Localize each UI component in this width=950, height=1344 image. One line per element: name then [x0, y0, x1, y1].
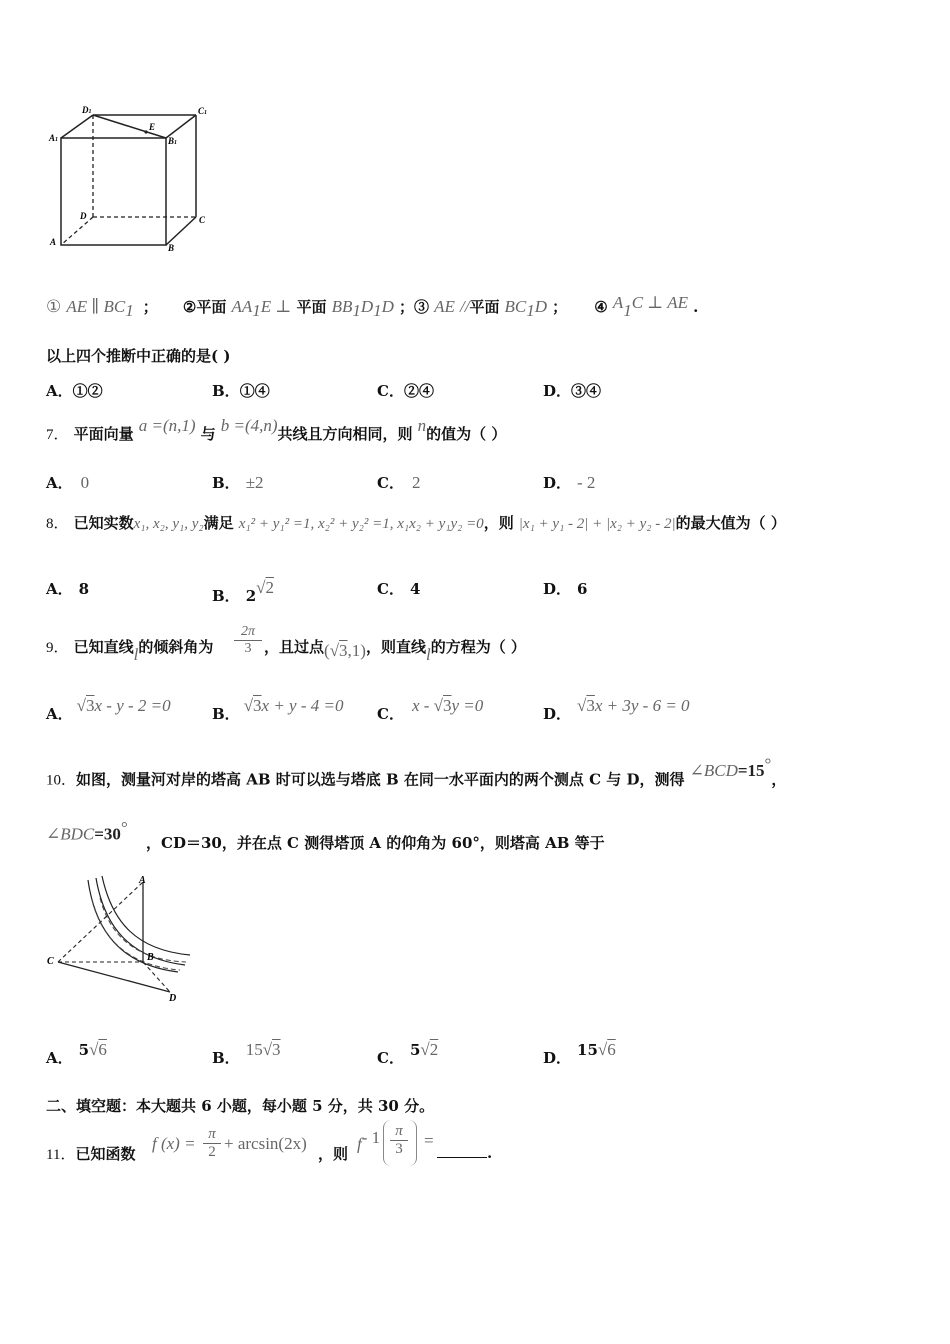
statement-3-math: D — [534, 297, 548, 316]
point: (√3,1) — [324, 641, 366, 660]
statement-4-sub: 1 — [623, 301, 632, 321]
q6-option-c — [377, 380, 434, 401]
statement-3-math: BC — [504, 297, 527, 316]
angle-name: ∠BCD — [689, 761, 738, 781]
q7-option-d — [543, 472, 595, 493]
option-value: x - √3y =0 — [411, 696, 484, 715]
question-number: 10． — [46, 772, 77, 789]
q8-option-d — [543, 578, 587, 599]
angle-value: =15 — [737, 761, 765, 781]
tower-figure — [40, 870, 190, 1005]
option-value: 8 — [78, 580, 90, 598]
question-text: ，则 — [483, 514, 514, 532]
option-value: 2 — [245, 587, 257, 605]
point-part: ( — [324, 641, 330, 660]
q9-stem-rest — [264, 636, 526, 665]
question-text: ， — [771, 770, 787, 789]
fraction-denominator: 3 — [395, 1141, 403, 1157]
q10-stem-3: ，CD＝30，并在点 C 测得塔顶 A 的仰角为 60°，则塔高 AB 等于 — [146, 834, 605, 852]
question-text: 平面向量 — [73, 425, 134, 443]
label-c: C — [199, 215, 206, 225]
question-text: 与 — [200, 425, 216, 443]
statement-4-mark: ④ — [594, 298, 608, 316]
statement-3-text: 平面 — [469, 298, 500, 316]
q10-option-b — [212, 1040, 281, 1068]
radicand: 3 — [253, 696, 262, 715]
q6-option-d — [543, 380, 601, 401]
vector-a: a =(n,1) — [138, 416, 196, 435]
q9-option-d — [543, 696, 690, 724]
option-value: √3x - y - 2 =0 — [76, 696, 171, 715]
q8-stem — [46, 512, 786, 533]
expression: |x₁ + y₁ - 2| + |x₂ + y₂ - 2| — [518, 516, 676, 532]
q11-stem — [46, 1143, 135, 1164]
q9-option-c — [377, 696, 483, 724]
statement-3-mark: ；③ — [399, 298, 430, 316]
option-value: 5 — [78, 1041, 90, 1059]
option-expr: x + 3y - 6 = 0 — [594, 696, 690, 715]
label-c1: C1 — [198, 106, 208, 116]
option-label: C． — [377, 1049, 404, 1067]
radicand: 2 — [429, 1040, 439, 1059]
question-text: 如图，测量河对岸的塔高 AB 时可以选与塔底 B 在同一水平面内的两个测点 C 与 D，测得 — [76, 770, 685, 789]
q9-stem — [46, 636, 213, 665]
option-label: B． — [212, 587, 240, 605]
label-d: D — [169, 993, 177, 1004]
option-label: B． — [212, 474, 240, 492]
line-l: l — [133, 645, 139, 664]
variables: x₁, x₂, y₁, y₂ — [133, 516, 204, 532]
label-a1: A1 — [49, 133, 59, 143]
question-text: 已知直线 — [73, 638, 134, 656]
sqrt-symbol: √3 — [262, 1040, 281, 1059]
statement-end: . — [693, 298, 699, 316]
radicand: 2 — [265, 578, 274, 597]
angle-bcd — [689, 755, 772, 781]
label-b: B — [147, 952, 154, 963]
statement-2-math: AA — [231, 297, 253, 316]
q7-option-b — [212, 472, 264, 493]
q10-stem-2 — [46, 818, 128, 844]
sqrt-symbol: √2 — [420, 1040, 439, 1059]
option-value: √3x + y - 4 =0 — [243, 696, 344, 715]
option-expr: x + y - 4 =0 — [261, 696, 344, 715]
edge-bc — [166, 217, 196, 245]
condition: x₁² + y₁² =1, x₂² + y₂² =1, x₁x₂ + y₁y₂ =0 — [238, 516, 484, 532]
statement-2-math: BB — [331, 297, 353, 316]
label-d1: D1 — [82, 105, 92, 115]
sqrt-symbol: √2 — [256, 578, 274, 597]
fraction-denominator: 2 — [208, 1144, 216, 1160]
point-part: ,1) — [347, 641, 366, 660]
option-value: 4 — [409, 580, 421, 598]
option-value: √3x + 3y - 6 = 0 — [577, 696, 690, 715]
statement-3-math: AE — [434, 297, 455, 316]
edge-da — [61, 217, 93, 245]
point-e — [144, 130, 147, 133]
edge-a1d1 — [61, 115, 93, 138]
front-face — [61, 138, 166, 245]
cube-figure — [40, 95, 230, 260]
degree-sign: ° — [764, 755, 772, 774]
option-label: D． — [543, 1049, 572, 1067]
label-c: C — [47, 956, 54, 967]
q8-option-b — [212, 578, 274, 606]
label-e: E — [149, 122, 156, 132]
statement-1-mark: ① — [46, 297, 62, 316]
label-b: B — [168, 243, 175, 253]
statement-2-math: D — [381, 297, 394, 316]
option-value: ①④ — [239, 382, 270, 400]
question-text: 共线且方向相同，则 — [277, 425, 413, 443]
option-label: A． — [46, 705, 73, 723]
q11-text: ，则 — [318, 1145, 349, 1163]
option-label: D． — [543, 705, 572, 723]
line-l: l — [425, 645, 431, 664]
q10-option-a — [46, 1040, 107, 1068]
radicand: 3 — [272, 1040, 281, 1059]
option-value: 15 — [577, 1041, 598, 1059]
option-label: C． — [377, 474, 404, 492]
question-text: 已知实数 — [73, 514, 134, 532]
q6-question: 以上四个推断中正确的是( ) — [46, 347, 231, 365]
option-expr: x - — [411, 696, 430, 715]
question-text: 已知函数 — [75, 1145, 136, 1163]
statement-sep: ； — [552, 298, 568, 316]
radicand: 3 — [586, 696, 595, 715]
option-value: ②④ — [403, 382, 434, 400]
question-text: 的值为（ ） — [426, 425, 507, 443]
option-label: B． — [212, 1049, 240, 1067]
q10-option-c — [377, 1040, 438, 1068]
variable-n: n — [417, 416, 427, 435]
radicand: 3 — [85, 696, 95, 715]
option-label: B． — [212, 705, 240, 723]
label-a: A — [139, 875, 146, 886]
option-label: C． — [377, 382, 404, 400]
angle-value: =30 — [94, 824, 121, 844]
q11-answer — [437, 1143, 492, 1162]
question-number: 8． — [46, 516, 69, 532]
sqrt-symbol: √6 — [597, 1040, 616, 1059]
option-label: D． — [543, 580, 572, 598]
label-b1: B1 — [168, 136, 178, 146]
q10-stem — [46, 755, 786, 789]
option-value: 6 — [577, 580, 588, 598]
statement-sep: ； — [142, 298, 158, 316]
option-label: D． — [543, 474, 572, 492]
label-d: D — [80, 211, 87, 221]
option-expr: y =0 — [451, 696, 484, 715]
radicand: 6 — [98, 1040, 107, 1059]
q9-fraction — [234, 624, 262, 657]
option-value: 2 — [411, 473, 421, 492]
edge-d1b1 — [93, 115, 166, 138]
statement-1-math: AE ∥ BC — [66, 297, 126, 316]
option-label: C． — [377, 705, 404, 723]
statement-4-math: C ⊥ AE — [631, 293, 688, 312]
edge-b1c1 — [166, 115, 196, 138]
option-value: - 2 — [577, 473, 596, 492]
q9-option-b — [212, 696, 343, 724]
statement-2-sub: 1 — [352, 301, 361, 321]
q6-option-b — [212, 380, 270, 401]
statement-3-sub: 1 — [526, 301, 535, 321]
q11-arg-fraction — [390, 1123, 408, 1158]
question-number: 11． — [46, 1147, 76, 1163]
statement-2-sub: 1 — [252, 301, 261, 321]
q7-option-a — [46, 472, 89, 493]
question-text: 的倾斜角为 — [138, 638, 214, 656]
option-value: 5 — [409, 1041, 421, 1059]
vector-b: b =(4,n) — [220, 416, 278, 435]
question-end: . — [487, 1144, 493, 1162]
option-label: A． — [46, 580, 73, 598]
question-text: 的方程为（ ） — [430, 638, 526, 656]
option-label: A． — [46, 474, 73, 492]
fraction-numerator: π — [390, 1123, 408, 1141]
radicand: 3 — [443, 696, 452, 715]
option-value: 15 — [245, 1040, 263, 1059]
option-label: C． — [377, 580, 404, 598]
fraction-numerator: π — [203, 1126, 221, 1144]
option-label: B． — [212, 382, 240, 400]
option-value: ±2 — [245, 473, 264, 492]
question-text: ，且过点 — [264, 638, 325, 656]
option-value: ③④ — [571, 382, 602, 400]
option-value: ①② — [72, 382, 103, 400]
option-label: D． — [543, 382, 572, 400]
river-bank-line — [88, 880, 178, 972]
option-value: 0 — [80, 473, 90, 492]
q10-option-d — [543, 1040, 616, 1068]
q7-option-c — [377, 472, 420, 493]
radicand: 3 — [339, 641, 348, 660]
q11-equals: = — [424, 1131, 434, 1150]
fraction-denominator: 3 — [244, 641, 252, 656]
q8-option-c — [377, 578, 420, 599]
option-expr: x - y - 2 =0 — [94, 696, 171, 715]
question-text: ，则直线 — [365, 638, 426, 656]
radicand: 6 — [607, 1040, 616, 1059]
angle-name: ∠BDC — [46, 824, 95, 844]
q6-option-a — [46, 380, 103, 401]
question-number: 9． — [46, 640, 69, 656]
sqrt-symbol: √6 — [89, 1040, 107, 1059]
statement-2-sub: 1 — [373, 301, 382, 321]
q11-function: f (x) = — [152, 1134, 196, 1153]
q11-inverse — [357, 1128, 380, 1154]
option-label: A． — [46, 1049, 73, 1067]
q9-option-a — [46, 696, 171, 724]
section-heading: 二、填空题：本大题共 6 小题，每小题 5 分，共 30 分。 — [46, 1097, 435, 1115]
q7-stem — [46, 416, 506, 444]
question-text: 满足 — [203, 514, 234, 532]
line-ca — [58, 882, 143, 962]
inverse-f: f — [357, 1134, 362, 1154]
answer-blank[interactable] — [437, 1143, 487, 1158]
option-label: A． — [46, 382, 73, 400]
fraction-numerator: 2π — [234, 624, 262, 641]
statement-2-math: D — [360, 297, 374, 316]
statement-2-text: 平面 — [296, 298, 327, 316]
q6-statements — [46, 293, 698, 321]
q8-option-a — [46, 578, 89, 599]
statement-3-math: // — [459, 297, 470, 316]
q11-rest: + arcsin(2x) — [224, 1134, 307, 1153]
degree-sign: ° — [120, 818, 128, 837]
statement-4-math: A — [612, 293, 624, 312]
label-a: A — [50, 237, 57, 247]
statement-2-mark: ②平面 — [182, 298, 227, 316]
question-text: 的最大值为（ ） — [675, 514, 786, 532]
statement-1-sub: 1 — [125, 301, 134, 321]
inverse-sup: - 1 — [361, 1128, 381, 1147]
question-number: 7． — [46, 427, 69, 443]
q11-fraction — [203, 1126, 221, 1161]
statement-2-math: E ⊥ — [260, 297, 292, 316]
